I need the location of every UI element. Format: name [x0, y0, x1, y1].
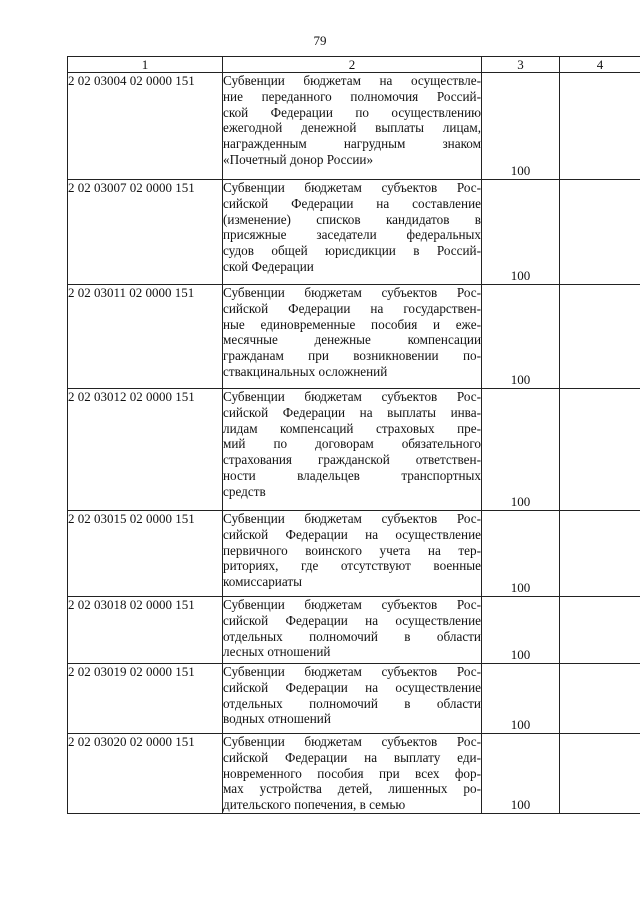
description-line: ской Федерации	[223, 258, 314, 274]
budget-code: 2 02 03018 02 0000 151	[68, 597, 223, 664]
description-line: риториях, где отсутствуют военные	[223, 558, 481, 574]
description-line: средств	[223, 483, 266, 499]
percent-value: 100	[510, 494, 531, 509]
description-line: сийской Федерации на составление	[223, 195, 481, 211]
budget-code: 2 02 03011 02 0000 151	[68, 285, 223, 389]
subvention-description	[223, 285, 482, 389]
description-line: сийской Федерации на осуществление	[223, 612, 481, 628]
description-line: новременного пособия при всех фор-	[223, 765, 481, 781]
table-row	[68, 285, 640, 389]
description-line: водных отношений	[223, 711, 331, 727]
description-line: месячные денежные компенсации	[223, 332, 481, 348]
percent-cell	[482, 597, 560, 664]
header-col-4: 4	[560, 57, 640, 73]
percent-cell	[482, 73, 560, 180]
percent-cell	[482, 285, 560, 389]
subvention-description	[223, 180, 482, 285]
description-line: ности владельцев транспортных	[223, 467, 481, 483]
subvention-description	[223, 389, 482, 511]
percent-value: 100	[510, 372, 531, 387]
header-col-1: 1	[68, 57, 223, 73]
table-row	[68, 734, 640, 814]
budget-code: 2 02 03004 02 0000 151	[68, 73, 223, 180]
percent-cell	[482, 734, 560, 814]
budget-code: 2 02 03019 02 0000 151	[68, 664, 223, 734]
column-4-cell	[560, 597, 640, 664]
description-line: Субвенции бюджетам субъектов Рос-	[223, 180, 481, 195]
description-line: Субвенции бюджетам субъектов Рос-	[223, 597, 481, 612]
description-line: «Почетный донор России»	[223, 151, 374, 167]
description-line: дительского попечения, в семью	[223, 797, 406, 813]
description-line: Субвенции бюджетам субъектов Рос-	[223, 734, 481, 749]
description-line: отдельных полномочий в области	[223, 695, 481, 711]
table-row	[68, 511, 640, 597]
table-row	[68, 180, 640, 285]
description-line: лесных отношений	[223, 644, 331, 660]
percent-value: 100	[510, 717, 531, 732]
page-number: 79	[313, 33, 327, 48]
description-line: Субвенции бюджетам субъектов Рос-	[223, 389, 481, 404]
budget-code: 2 02 03007 02 0000 151	[68, 180, 223, 285]
description-line: Субвенции бюджетам субъектов Рос-	[223, 664, 481, 679]
description-line: лидам компенсаций страховых пре-	[223, 420, 481, 436]
description-line: присяжные заседатели федеральных	[223, 227, 481, 243]
subvention-description	[223, 664, 482, 734]
description-line: гражданам при возникновении по-	[223, 348, 481, 364]
description-line: судов общей юрисдикции в Россий-	[223, 243, 481, 259]
percent-cell	[482, 664, 560, 734]
description-line: ежегодной денежной выплаты лицам,	[223, 120, 481, 136]
column-4-cell	[560, 180, 640, 285]
percent-cell	[482, 511, 560, 597]
subvention-description	[223, 73, 482, 180]
description-line: сийской Федерации на выплаты инва-	[223, 404, 481, 420]
header-col-2: 2	[223, 57, 482, 73]
description-line: страхования гражданской ответствен-	[223, 452, 481, 468]
description-line: ние переданного полномочия Россий-	[223, 88, 481, 104]
header-row	[68, 57, 640, 73]
subvention-description	[223, 597, 482, 664]
description-line: сийской Федерации на осуществление	[223, 526, 481, 542]
description-line: (изменение) списков кандидатов в	[223, 211, 481, 227]
description-line: отдельных полномочий в области	[223, 628, 481, 644]
subvention-description	[223, 734, 482, 814]
table-row	[68, 597, 640, 664]
percent-value: 100	[510, 580, 531, 595]
description-line: ствакцинальных осложнений	[223, 363, 388, 379]
percent-value: 100	[510, 163, 531, 178]
description-line: сийской Федерации на осуществление	[223, 679, 481, 695]
description-line: награжденным нагрудным знаком	[223, 136, 481, 152]
header-col-3: 3	[482, 57, 560, 73]
column-4-cell	[560, 511, 640, 597]
table-row	[68, 389, 640, 511]
description-line: комиссариаты	[223, 574, 302, 590]
description-line: мах устройства детей, лишенных ро-	[223, 781, 481, 797]
description-line: Субвенции бюджетам субъектов Рос-	[223, 511, 481, 526]
description-line: Субвенции бюджетам на осуществле-	[223, 73, 481, 88]
description-line: первичного воинского учета на тер-	[223, 542, 481, 558]
budget-code: 2 02 03020 02 0000 151	[68, 734, 223, 814]
description-line: мий по договорам обязательного	[223, 436, 481, 452]
budget-code: 2 02 03012 02 0000 151	[68, 389, 223, 511]
description-line: сийской Федерации на государствен-	[223, 300, 481, 316]
revenue-table	[67, 56, 640, 814]
description-line: сийской Федерации на выплату еди-	[223, 749, 481, 765]
percent-cell	[482, 389, 560, 511]
table-row	[68, 73, 640, 180]
percent-value: 100	[510, 647, 531, 662]
column-4-cell	[560, 734, 640, 814]
column-4-cell	[560, 73, 640, 180]
column-4-cell	[560, 664, 640, 734]
percent-cell	[482, 180, 560, 285]
subvention-description	[223, 511, 482, 597]
percent-value: 100	[510, 797, 531, 812]
column-4-cell	[560, 389, 640, 511]
table-row	[68, 664, 640, 734]
description-line: ные единовременные пособия и ежe-	[223, 316, 481, 332]
budget-code: 2 02 03015 02 0000 151	[68, 511, 223, 597]
description-line: Субвенции бюджетам субъектов Рос-	[223, 285, 481, 300]
description-line: ской Федерации по осуществлению	[223, 104, 481, 120]
percent-value: 100	[510, 268, 531, 283]
column-4-cell	[560, 285, 640, 389]
